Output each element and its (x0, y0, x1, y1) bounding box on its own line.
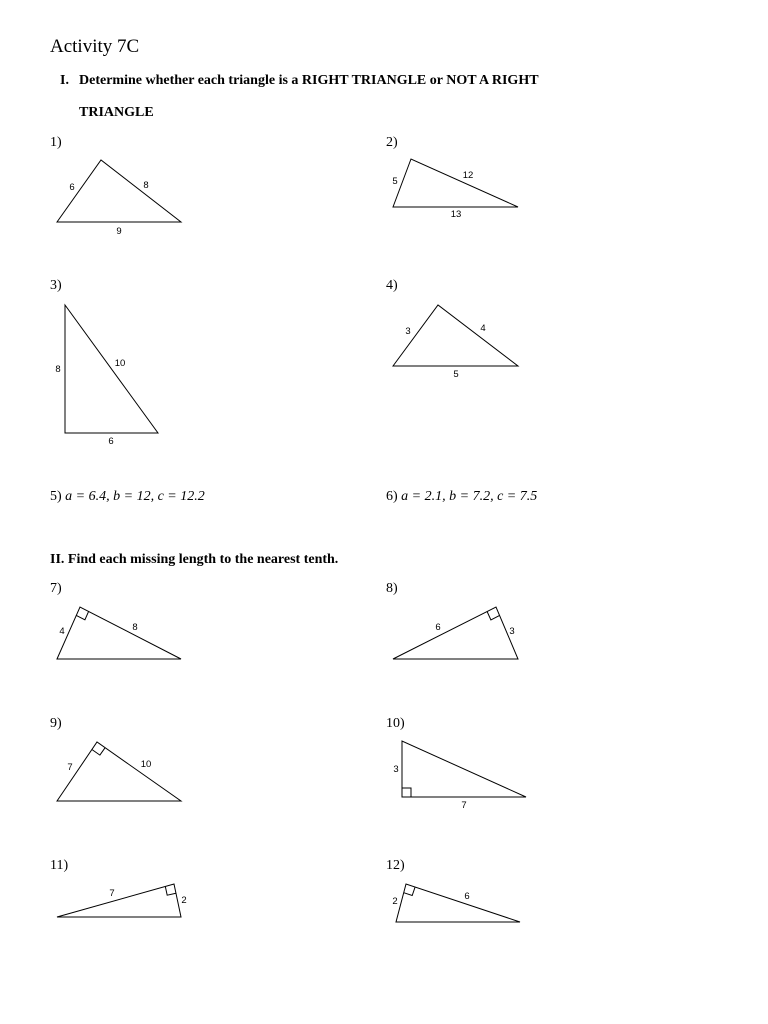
triangle-1-side-bottom: 9 (116, 226, 122, 237)
problem-4-triangle (393, 305, 518, 380)
triangle-7-outline (57, 607, 181, 659)
triangle-1-side-left: 6 (69, 182, 75, 193)
triangle-11-outline (57, 884, 181, 917)
triangle-10-outline (402, 741, 526, 797)
triangle-4-side-right: 4 (480, 323, 486, 334)
problem-6-values: a = 2.1, b = 7.2, c = 7.5 (401, 489, 538, 504)
triangle-4-outline (393, 305, 518, 366)
triangle-12-right-angle-mark (404, 887, 415, 896)
problem-2-triangle (392, 159, 518, 220)
triangle-11-side-top: 7 (109, 888, 115, 899)
triangle-2-side-left: 5 (392, 176, 398, 187)
problem-3-triangle (55, 305, 158, 447)
triangle-3-side-left: 8 (55, 364, 61, 375)
triangle-4-side-left: 3 (405, 326, 411, 337)
triangle-8-outline (393, 607, 518, 659)
problem-8-triangle (393, 607, 518, 659)
triangle-2-side-bottom: 13 (450, 209, 462, 220)
problem-6-number: 6) (386, 489, 398, 504)
triangle-8-right-angle-mark (487, 612, 500, 620)
triangle-3-side-bottom: 6 (108, 436, 114, 447)
triangle-7-side-left: 4 (59, 626, 65, 637)
triangle-10-right-angle-mark (402, 788, 411, 797)
problem-12-number: 12) (386, 858, 405, 873)
problem-11-triangle (57, 884, 187, 917)
problem-1-triangle (57, 160, 181, 237)
triangle-9-side-right: 10 (140, 759, 152, 770)
triangle-4-side-bottom: 5 (453, 369, 459, 380)
triangle-7-right-angle-mark (76, 611, 88, 619)
triangle-3-side-hypotenuse: 10 (114, 358, 126, 369)
triangle-12-side-left: 2 (392, 896, 398, 907)
problem-10-number: 10) (386, 716, 405, 731)
problem-5-number: 5) (50, 489, 62, 504)
section-1-roman: I. (60, 73, 69, 88)
problem-10-triangle (393, 741, 526, 811)
triangle-12-side-right: 6 (464, 891, 470, 902)
triangle-9-right-angle-mark (92, 748, 105, 756)
triangle-1-outline (57, 160, 181, 222)
triangle-1-side-right: 8 (143, 180, 149, 191)
triangle-7-side-right: 8 (132, 622, 138, 633)
triangle-9-outline (57, 742, 181, 801)
triangle-10-side-bottom: 7 (461, 800, 467, 811)
problem-9-number: 9) (50, 716, 62, 731)
section-1-instruction-line1: Determine whether each triangle is a RIGHT TRIANGLE or NOT A RIGHT (79, 73, 539, 88)
problem-5-values: a = 6.4, b = 12, c = 12.2 (65, 489, 205, 504)
page-title: Activity 7C (50, 36, 140, 57)
section-2-heading: II. Find each missing length to the nearest tenth. (50, 552, 339, 567)
triangle-10-side-left: 3 (393, 764, 399, 775)
problem-11-number: 11) (50, 858, 69, 873)
problem-1-number: 1) (50, 135, 62, 150)
triangle-2-outline (393, 159, 518, 207)
problem-2-number: 2) (386, 135, 398, 150)
problem-4-number: 4) (386, 278, 398, 293)
triangle-3-outline (65, 305, 158, 433)
section-1-instruction-line2: TRIANGLE (79, 105, 154, 120)
problem-3-number: 3) (50, 278, 62, 293)
problem-12-triangle (392, 884, 520, 922)
triangle-8-side-right: 3 (509, 626, 515, 637)
problem-8-number: 8) (386, 581, 398, 596)
triangle-2-side-top: 12 (462, 170, 474, 181)
problem-7-number: 7) (50, 581, 62, 596)
triangle-11-side-right: 2 (181, 895, 187, 906)
triangle-8-side-left: 6 (435, 622, 441, 633)
problem-7-triangle (57, 607, 181, 659)
triangle-9-side-left: 7 (67, 762, 73, 773)
problem-9-triangle (57, 742, 181, 801)
